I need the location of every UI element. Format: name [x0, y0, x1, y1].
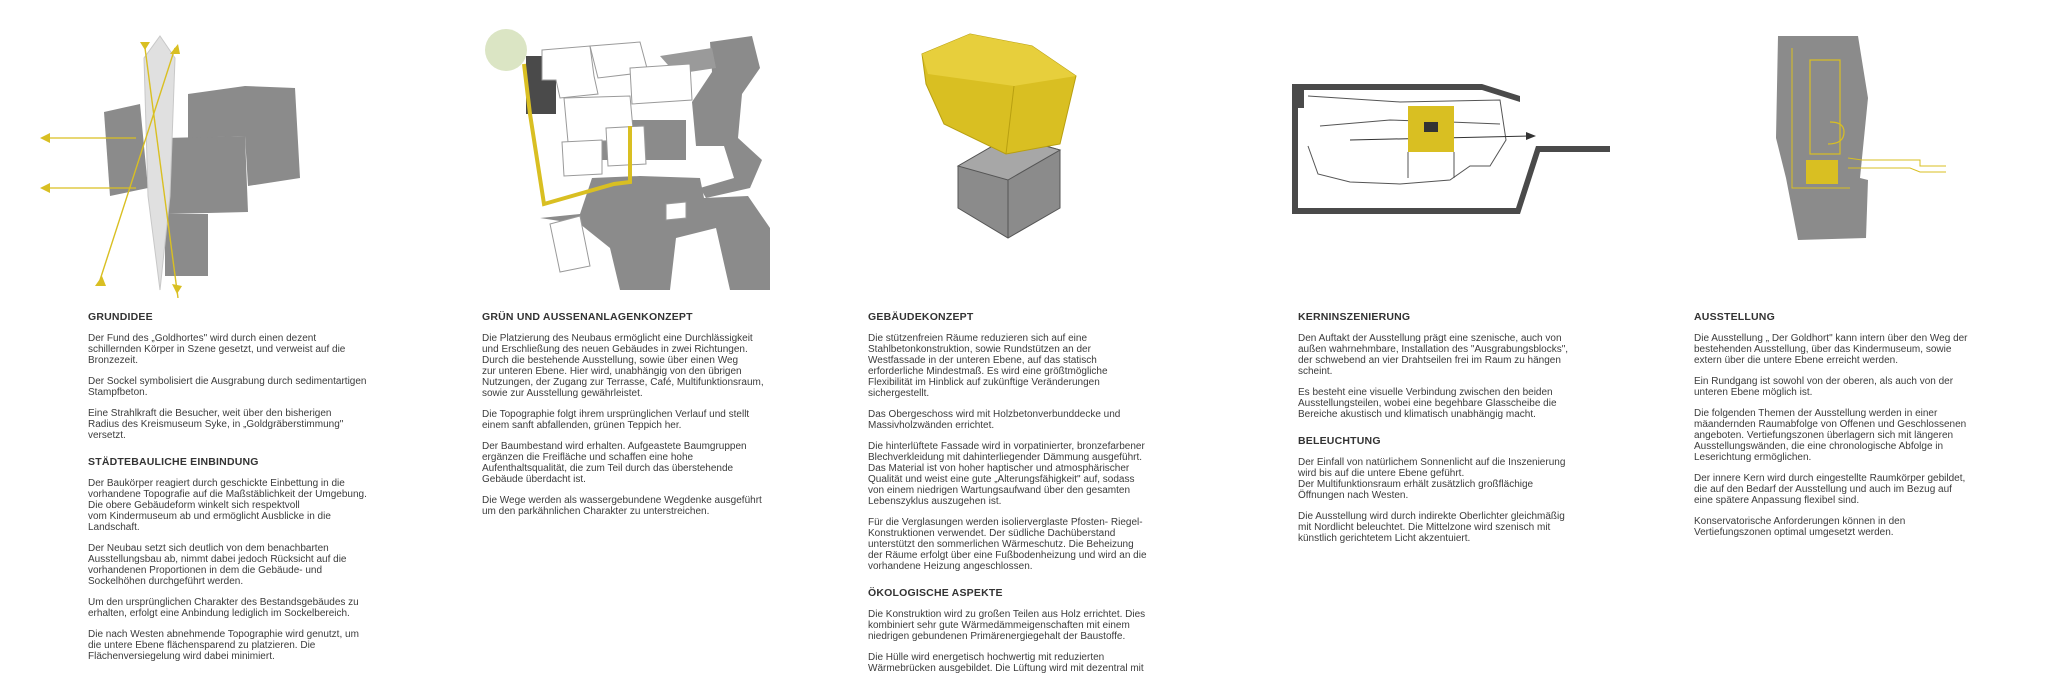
paragraph: Die folgenden Themen der Ausstellung werden in einer mäandernden Raumabfolge von Offenen und Geschlossenen angeboten. Vertiefungszonen überlagern sich mit längeren Ausstellungswänden, die eine chronologische Abfolge in Leserichtung ermöglichen. — [1694, 408, 1967, 463]
diagram-exhibition-plan — [1770, 28, 1970, 298]
column-3 — [868, 312, 1208, 684]
column-5 — [1694, 312, 2024, 548]
heading-gebaeudekonzept: GEBÄUDEKONZEPT — [868, 311, 974, 323]
column-4 — [1298, 312, 1628, 554]
paragraph: Um den ursprünglichen Charakter des Bestandsgebäudes zu erhalten, erfolgt eine Anbindung lediglich im Sockelbereich. — [88, 597, 359, 619]
heading-kerninszenierung: KERNINSZENIERUNG — [1298, 311, 1411, 323]
paragraph: Die Topographie folgt ihrem ursprünglichen Verlauf und stellt einem sanft abfallenden, grünen Teppich her. — [482, 409, 750, 431]
heading-staedtebauliche-einbindung: STÄDTEBAULICHE EINBINDUNG — [88, 456, 259, 468]
paragraph: Für die Verglasungen werden isolierverglaste Pfosten- Riegel- Konstruktionen verwendet. Der südliche Dachüberstand unterstützt den sommerlichen Wärmeschutz. Die Beheizung der Räume erfolgt über eine Fußbodenheizung und wird an die vorhandene Heizung angeschlossen. — [868, 517, 1147, 572]
paragraph: Konservatorische Anforderungen können in den Vertiefungszonen optimal umgesetzt werden. — [1694, 516, 1906, 538]
paragraph: Eine Strahlkraft die Besucher, weit über den bisherigen Radius des Kreismuseum Syke, in „Goldgräberstimmung" versetzt. — [88, 408, 344, 441]
paragraph: Der Sockel symbolisiert die Ausgrabung durch sedimentartigen Stampfbeton. — [88, 376, 367, 398]
paragraph: Der innere Kern wird durch eingestellte Raumkörper gebildet, die auf den Bedarf der Ausstellung und auch im Bezug auf eine spätere Anpassung flexibel sind. — [1694, 473, 1966, 506]
paragraph: Der Baukörper reagiert durch geschickte Einbettung in die vorhandene Topografie auf die Maßstäblichkeit der Umgebung. Die obere Gebäudeform winkelt sich respektvoll vom Kindermuseum ab und ermöglicht Ausblicke in die Landschaft. — [88, 478, 367, 533]
paragraph: Der Fund des „Goldhortes" wird durch einen dezent schillernden Körper in Szene gesetzt, und verweist auf die Bronzezeit. — [88, 333, 346, 366]
diagram-section — [1290, 28, 1630, 298]
diagram-site-plan — [480, 28, 810, 298]
paragraph: Die Hülle wird energetisch hochwertig mit reduzierten Wärmebrücken ausgebildet. Die Lüftung wird mit dezentral mit — [868, 652, 1144, 674]
column-2 — [482, 312, 812, 527]
heading-oekologische-aspekte: ÖKOLOGISCHE ASPEKTE — [868, 587, 1003, 599]
heading-grundidee: GRUNDIDEE — [88, 311, 153, 323]
heading-ausstellung: AUSSTELLUNG — [1694, 311, 1775, 323]
paragraph: Es besteht eine visuelle Verbindung zwischen den beiden Ausstellungsteilen, wobei eine begehbare Glasscheibe die Bereiche akustisch und klimatisch unabhängig macht. — [1298, 387, 1557, 420]
paragraph: Der Einfall von natürlichem Sonnenlicht auf die Inszenierung wird bis auf die untere Ebene geführt. Der Multifunktionsraum erhält zusätzlich großflächige Öffnungen nach Westen. — [1298, 457, 1566, 501]
heading-gruen-aussenanlagen: GRÜN UND AUSSENANLAGENKONZEPT — [482, 311, 693, 323]
diagram-grundidee — [40, 28, 380, 298]
column-1 — [88, 312, 418, 672]
paragraph: Die nach Westen abnehmende Topographie wird genutzt, um die untere Ebene flächensparend zu platzieren. Die Flächenversiegelung wird dabei minimiert. — [88, 629, 359, 662]
paragraph: Die Wege werden als wassergebundene Wegdenke ausgeführt um den parkähnlichen Charakter zu unterstreichen. — [482, 495, 762, 517]
paragraph: Der Baumbestand wird erhalten. Aufgeastete Baumgruppen ergänzen die Freifläche und schaffen eine hohe Aufenthaltsqualität, die zum Teil durch das überstehende Gebäude überdacht ist. — [482, 441, 747, 485]
paragraph: Die Platzierung des Neubaus ermöglicht eine Durchlässigkeit und Erschließung des neuen Gebäudes in zwei Richtungen. Durch die bestehende Ausstellung, sowie über einen Weg zur unteren Ebene. Hier wird, unabhängig von den übrigen Nutzungen, der Zugang zur Terrasse, Café, Multifunktionsraum, sowie zur Ausstellung gewährleistet. — [482, 333, 764, 399]
paragraph: Ein Rundgang ist sowohl von der oberen, als auch von der unteren Ebene möglich ist. — [1694, 376, 1954, 398]
diagram-building-volumes — [910, 28, 1170, 298]
paragraph: Den Auftakt der Ausstellung prägt eine szenische, auch von außen wahrnehmbare, Installation des "Ausgrabungsblocks", der schwebend an vier Drahtseilen frei im Raum zu hängen scheint. — [1298, 333, 1569, 377]
paragraph: Der Neubau setzt sich deutlich von dem benachbarten Ausstellungsbau ab, nimmt dabei jedoch Rücksicht auf die vorhandenen Proportionen in dem die Gebäude- und Sockelhöhen durchgeführt werden. — [88, 543, 347, 587]
paragraph: Das Obergeschoss wird mit Holzbetonverbunddecke und Massivholzwänden errichtet. — [868, 409, 1121, 431]
paragraph: Die Konstruktion wird zu großen Teilen aus Holz errichtet. Dies kombiniert sehr gute Wärmedämmeigenschaften mit einem niedrigen gebundenen Primärenergiegehalt der Baustoffe. — [868, 609, 1146, 642]
paragraph: Die stützenfreien Räume reduzieren sich auf eine Stahlbetonkonstruktion, sowie Rundstützen an der Westfassade in der unteren Ebene, auf das statisch erforderliche Mindestmaß. Es wird eine größtmögliche Flexibilität im Hinblick auf zukünftige Veränderungen sichergestellt. — [868, 333, 1108, 399]
paragraph: Die Ausstellung wird durch indirekte Oberlichter gleichmäßig mit Nordlicht beleuchtet. Die Mittelzone wird szenisch mit künstlich gerichtetem Licht akzentuiert. — [1298, 511, 1565, 544]
paragraph: Die Ausstellung „ Der Goldhort" kann intern über den Weg der bestehenden Ausstellung, über das Kindermuseum, sowie extern über die untere Ebene erreicht werden. — [1694, 333, 1968, 366]
paragraph: Die hinterlüftete Fassade wird in vorpatinierter, bronzefarbener Blechverkleidung mit dahinterliegender Dämmung ausgeführt. Das Material ist von hoher haptischer und atmosphärischer Qualität und weist eine gute „Alterungsfähigkeit" auf, sodass von einem niedrigen Wartungsaufwand über den gesamten Lebenszyklus auszugehen ist. — [868, 441, 1145, 507]
heading-beleuchtung: BELEUCHTUNG — [1298, 435, 1381, 447]
